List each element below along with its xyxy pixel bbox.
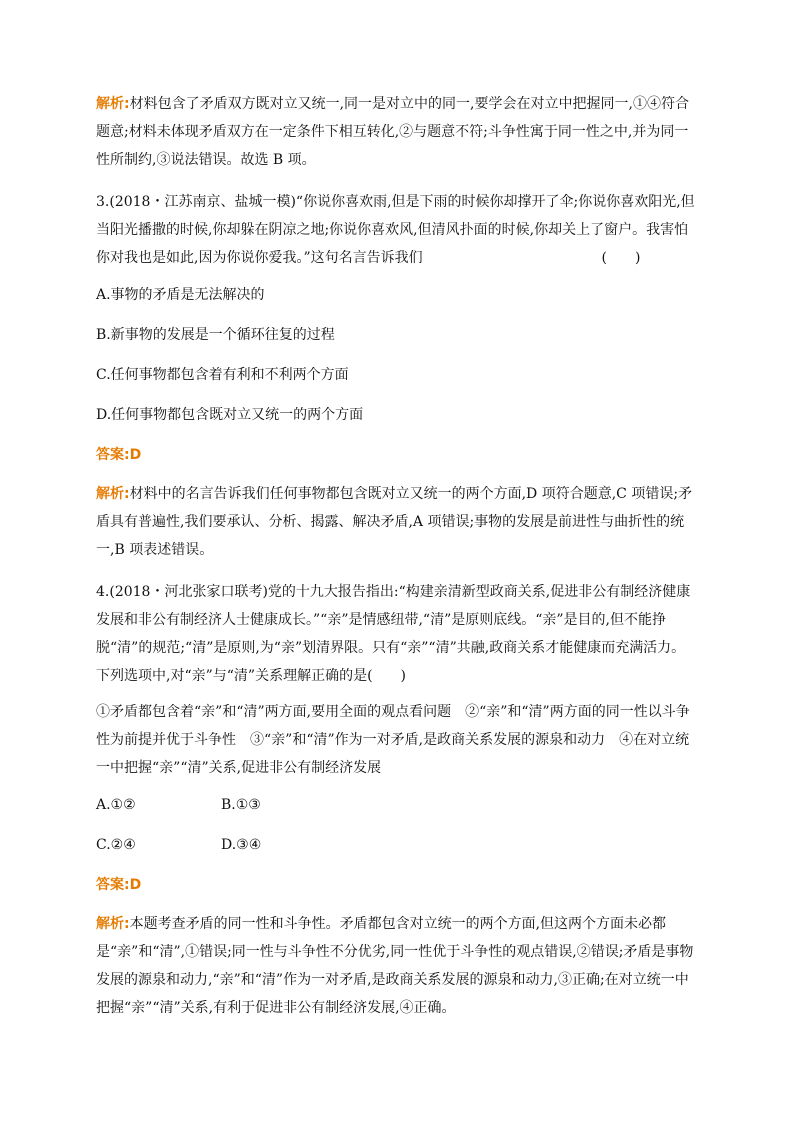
answer-label: 答案: [96,877,130,893]
question-4 [96,578,696,1022]
question-3 [96,188,696,564]
analysis-label: 解析: [96,96,130,112]
analysis-paragraph [96,910,696,1022]
statement-list: ①矛盾都包含着“亲”和“清”两方面,要用全面的观点看问题 ②“亲”和“清”两方面的同一性以斗争性为前提并优于斗争性 ③“亲”和“清”作为一对矛盾,是政商关系发展的源泉和动力 ④在对立统一中把握“亲”“清”关系,促进非公有制经济发展 [96,704,690,776]
answer-line [96,444,696,466]
options-row-1 [96,794,696,816]
analysis-text: 材料中的名言告诉我们任何事物都包含既对立又统一的两个方面,D 项符合题意,C 项错误;矛盾具有普遍性,我们要承认、分析、揭露、解决矛盾,A 项错误;事物的发展是前进性与曲折性的统一,B 项表述错误。 [96,486,693,558]
option-b: B.新事物的发展是一个循环往复的过程 [96,327,335,343]
analysis-text: 本题考查矛盾的同一性和斗争性。矛盾都包含对立统一的两个方面,但这两个方面未必都是“亲”和“清”,①错误;同一性与斗争性不分优劣,同一性优于斗争性的观点错误,②错误;矛盾是事物发展的源泉和动力,“亲”和“清”作为一对矛盾,是政商关系发展的源泉和动力,③正确;在对立统一中把握“亲”“清”关系,有利于促进非公有制经济发展,④正确。 [96,916,694,1016]
analysis-paragraph [96,90,696,174]
option-d: D.③④ [221,837,262,853]
option-b: B.①③ [221,797,261,813]
analysis-label: 解析: [96,486,130,502]
option-a: A.①② [96,797,136,813]
document-page [96,90,696,1022]
answer-value: D [129,877,142,893]
option-d: D.任何事物都包含既对立又统一的两个方面 [96,407,364,423]
answer-value: D [129,447,142,463]
answer-line [96,874,696,896]
analysis-text: 材料包含了矛盾双方既对立又统一,同一是对立中的同一,要学会在对立中把握同一,①④符合题意;材料未体现矛盾双方在一定条件下相互转化,②与题意不符;斗争性寓于同一性之中,并为同一性所制约,③说法错误。故选 B 项。 [96,96,689,168]
option-c: C.②④ [96,837,136,853]
question-stem-text: 3.(2018・江苏南京、盐城一模)“你说你喜欢雨,但是下雨的时候你却撑开了伞;你说你喜欢阳光,但当阳光播撒的时候,你却躲在阴凉之地;你说你喜欢风,但清风扑面的时候,你却关上了窗户。我害怕你对我也是如此,因为你说你爱我。”这句名言告诉我们 [96,194,695,266]
option-a: A.事物的矛盾是无法解决的 [96,287,265,303]
analysis-paragraph [96,480,696,564]
options-row-2 [96,834,696,856]
question-stem [96,188,696,272]
answer-paren: ( ) [601,250,641,266]
question-stem: 4.(2018・河北张家口联考)党的十九大报告指出:“构建亲清新型政商关系,促进非公有制经济健康发展和非公有制经济人士健康成长。”“亲”是情感纽带,“清”是原则底线。“亲”是目的,但不能挣脱“清”的规范;“清”是原则,为“亲”划清界限。只有“亲”“清”共融,政商关系才能健康而充满活力。下列选项中,对“亲”与“清”关系理解正确的是( ) [96,584,691,684]
option-c: C.任何事物都包含着有利和不利两个方面 [96,367,349,383]
answer-label: 答案: [96,447,130,463]
analysis-label: 解析: [96,916,130,932]
